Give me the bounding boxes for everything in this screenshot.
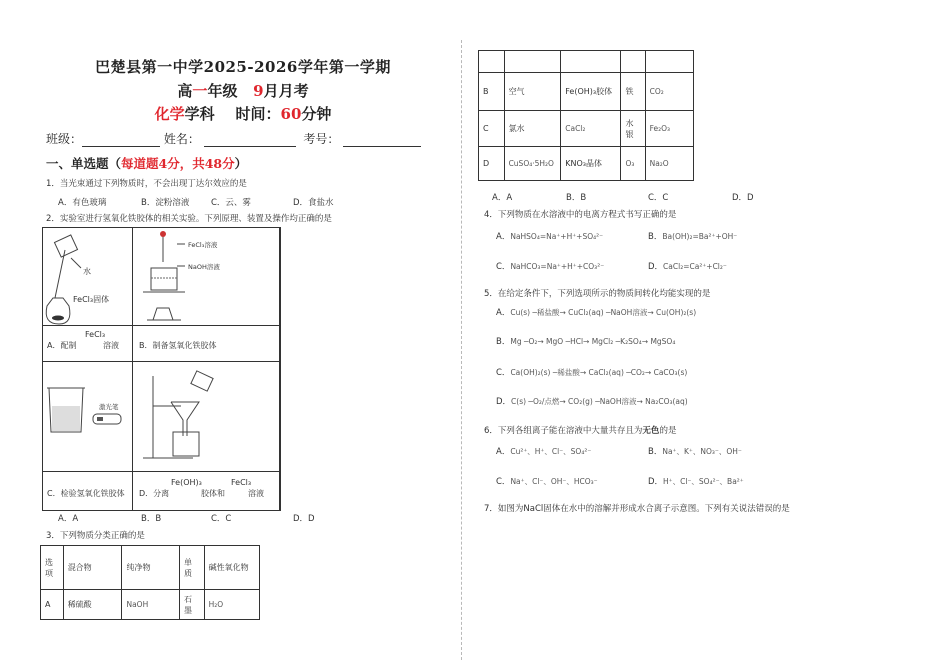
q2-caption-d: D．分离 <box>139 489 170 498</box>
class-label: 班级： <box>46 132 83 146</box>
q3-header-element: 单质 <box>180 546 205 590</box>
section-close: ） <box>234 156 248 171</box>
filtration-apparatus-icon <box>133 362 280 472</box>
name-label: 姓名： <box>163 132 200 146</box>
q1-option-c[interactable]: C．云、雾 <box>211 198 251 208</box>
q5-option-b[interactable] <box>496 335 675 347</box>
q2-image-a <box>43 228 133 326</box>
q2-image-d <box>133 362 280 472</box>
q3-row-b-element: 铁 <box>621 73 645 111</box>
q6-stem-bold: 无色 <box>642 426 660 436</box>
q3-table-part1 <box>40 545 260 620</box>
q2-caption-d-cell[interactable] <box>133 472 280 510</box>
time-label: 时间： <box>235 105 281 123</box>
q3-row-c-oxide: Fe₂O₃ <box>645 111 693 147</box>
q3-row-d-label: D <box>479 147 505 181</box>
grade-label: 年级 <box>207 82 238 100</box>
exam-subtitle <box>38 80 448 101</box>
q3-row-a-element: 石墨 <box>180 590 205 620</box>
q3-row-b-label: B <box>479 73 505 111</box>
q7-stem: 7．如图为NaCl固体在水中的溶解并形成水合离子示意图。下列有关说法错误的是 <box>484 504 790 514</box>
q2-image-c <box>43 362 133 472</box>
q3-option-a[interactable]: A．A <box>492 193 513 203</box>
q4-option-d[interactable] <box>648 260 727 272</box>
q1-stem: 1．当光束通过下列物质时，不会出现丁达尔效应的是 <box>46 179 247 189</box>
q6-stem-post: 的是 <box>659 426 677 436</box>
q6-option-c-ions: Na⁺、Cl⁻、OH⁻、HCO₃⁻ <box>510 477 598 486</box>
q2-caption-a-suffix: 溶液 <box>103 341 119 350</box>
month-suffix: 月月考 <box>263 82 309 100</box>
q6-option-a-letter: A． <box>496 447 511 457</box>
q3-header-option: 选项 <box>41 546 64 590</box>
q3-row-c-element: 水银 <box>621 111 645 147</box>
q5-option-d-letter: D． <box>496 397 512 407</box>
q3-row-d-mixture: CuSO₄·5H₂O <box>504 147 561 181</box>
q2-caption-b: B．制备氢氧化铁胶体 <box>139 341 217 350</box>
fecl3-solid-label: FeCl₃固体 <box>73 295 110 304</box>
q6-stem <box>484 424 676 436</box>
q3-header-row <box>41 546 260 590</box>
fecl3-solution-label: FeCl₃溶液 <box>188 241 218 249</box>
q2-caption-b-cell[interactable] <box>133 326 280 362</box>
grade-prefix: 高 <box>177 82 193 100</box>
subject-suffix: 学科 <box>184 105 215 123</box>
q2-option-a[interactable]: A．A <box>58 514 79 524</box>
q4-option-b-eq: Ba(OH)₂=Ba²⁺+OH⁻ <box>662 232 738 241</box>
q6-stem-pre: 6．下列各组离子能在溶液中大量共存且为 <box>484 426 643 436</box>
q3-row-a-oxide: H₂O <box>204 590 259 620</box>
q5-option-a[interactable] <box>496 306 696 318</box>
q3-row-b-mixture: 空气 <box>504 73 561 111</box>
q3-table-part2 <box>478 50 694 181</box>
student-info-row <box>46 130 421 147</box>
q6-option-a-ions: Cu²⁺、H⁺、Cl⁻、SO₄²⁻ <box>510 447 592 456</box>
q2-caption-a-cell[interactable] <box>43 326 133 362</box>
water-label: 水 <box>83 267 91 276</box>
q6-option-b-ions: Na⁺、K⁺、NO₃⁻、OH⁻ <box>662 447 742 456</box>
q3-row-d-oxide: Na₂O <box>645 147 693 181</box>
q6-option-d[interactable] <box>648 475 744 487</box>
section-scoring: 每道题4分，共48分 <box>121 156 235 171</box>
exam-no-label: 考号： <box>303 132 340 146</box>
q5-option-c-eq: Ca(OH)₂(s) ─稀盐酸→ CaCl₂(aq) ─CO₂→ CaCO₃(s) <box>510 368 688 377</box>
q4-option-c[interactable] <box>496 260 604 272</box>
q2-stem: 2．实验室进行氢氧化铁胶体的相关实验。下列原理、装置及操作均正确的是 <box>46 214 332 224</box>
q3-row-c-mixture: 氯水 <box>504 111 561 147</box>
q3-row-b-oxide: CO₂ <box>645 73 693 111</box>
q1-option-b[interactable]: B．淀粉溶液 <box>141 198 190 208</box>
q4-option-c-eq: NaHCO₃=Na⁺+H⁺+CO₃²⁻ <box>510 262 605 271</box>
subject-name: 化学 <box>154 105 185 123</box>
q3-row-d-element: O₃ <box>621 147 645 181</box>
q2-apparatus-grid <box>42 227 281 511</box>
q2-caption-d-chem: Fe(OH)₃ <box>171 478 202 487</box>
q5-option-d-eq: C(s) ─O₂/点燃→ CO₂(g) ─NaOH溶液→ Na₂CO₃(aq) <box>511 397 688 406</box>
q6-option-d-ions: H⁺、Cl⁻、SO₄²⁻、Ba²⁺ <box>663 477 744 486</box>
q5-option-d[interactable] <box>496 395 688 407</box>
q2-option-b[interactable]: B．B <box>141 514 162 524</box>
q3-row-c <box>479 111 694 147</box>
q6-option-b[interactable] <box>648 445 742 457</box>
time-unit: 分钟 <box>301 105 332 123</box>
q3-header-basic-oxide: 碱性氧化物 <box>204 546 259 590</box>
class-field[interactable] <box>82 134 160 147</box>
q3-header-mixture: 混合物 <box>63 546 122 590</box>
q5-option-c[interactable] <box>496 366 687 378</box>
laser-label: 激光笔 <box>99 403 119 411</box>
q6-option-b-letter: B． <box>648 447 663 457</box>
time-value: 60 <box>280 105 302 123</box>
q4-option-b[interactable] <box>648 230 737 242</box>
dissolve-apparatus-icon <box>43 228 133 326</box>
q2-caption-d-suffix: 溶液 <box>248 489 264 498</box>
q2-caption-d-chem2: FeCl₃ <box>231 478 252 487</box>
q4-option-d-letter: D． <box>648 262 664 272</box>
q6-option-c-letter: C． <box>496 477 511 487</box>
q2-caption-c-cell[interactable] <box>43 472 133 510</box>
q6-option-d-letter: D． <box>648 477 664 487</box>
q4-stem: 4．下列物质在水溶液中的电离方程式书写正确的是 <box>484 210 677 220</box>
q3-row-b-pure: Fe(OH)₃胶体 <box>561 73 621 111</box>
q3-option-b[interactable]: B．B <box>566 193 587 203</box>
q5-option-b-eq: Mg ─O₂→ MgO ─HCl→ MgCl₂ ─K₂SO₄→ MgSO₄ <box>510 337 676 346</box>
q5-option-c-letter: C． <box>496 368 511 378</box>
grade-number: 一 <box>192 82 208 100</box>
laser-beaker-icon <box>43 362 133 472</box>
q4-option-b-letter: B． <box>648 232 663 242</box>
q4-option-d-eq: CaCl₂=Ca²⁺+Cl₂⁻ <box>663 262 727 271</box>
q3-stem: 3．下列物质分类正确的是 <box>46 531 145 541</box>
q3-row-d <box>479 147 694 181</box>
q3-row-c-label: C <box>479 111 505 147</box>
q3-row-c-pure: CaCl₂ <box>561 111 621 147</box>
q6-option-c[interactable] <box>496 475 598 487</box>
q5-stem: 5．在给定条件下，下列选项所示的物质间转化均能实现的是 <box>484 289 711 299</box>
q5-option-a-eq: Cu(s) ─稀盐酸→ CuCl₂(aq) ─NaOH溶液→ Cu(OH)₂(s) <box>510 308 697 317</box>
q1-option-a[interactable]: A．有色玻璃 <box>58 198 107 208</box>
q5-option-b-letter: B． <box>496 337 511 347</box>
q4-option-a-eq: NaHSO₄=Na⁺+H⁺+SO₄²⁻ <box>510 232 604 241</box>
section-heading <box>46 154 247 172</box>
q2-option-c[interactable]: C．C <box>211 514 232 524</box>
q3-header-pure: 纯净物 <box>122 546 180 590</box>
q2-image-b <box>133 228 280 326</box>
month-number: 9 <box>253 82 264 100</box>
naoh-solution-label: NaOH溶液 <box>188 263 220 271</box>
q2-caption-c: C．检验氢氧化铁胶体 <box>47 489 125 498</box>
exam-no-field[interactable] <box>343 134 421 147</box>
q2-caption-d-mid: 胶体和 <box>201 489 225 498</box>
q3-option-d[interactable]: D．D <box>732 193 754 203</box>
q2-caption-a-chem: FeCl₃ <box>85 330 106 339</box>
q5-option-a-letter: A． <box>496 308 511 318</box>
q3-row-a <box>41 590 260 620</box>
q2-caption-a: A．配制 <box>47 341 77 350</box>
q4-option-a[interactable] <box>496 230 603 242</box>
q3-row-a-mixture: 稀硫酸 <box>63 590 122 620</box>
q1-option-d[interactable]: D．食盐水 <box>293 198 334 208</box>
q2-option-d[interactable]: D．D <box>293 514 315 524</box>
exam-title: 巴楚县第一中学2025-2026学年第一学期 <box>95 58 391 76</box>
q3-continued-row <box>479 51 694 73</box>
q3-row-d-pure: KNO₃晶体 <box>561 147 621 181</box>
q6-option-a[interactable] <box>496 445 591 457</box>
q4-option-a-letter: A． <box>496 232 511 242</box>
column-divider <box>461 40 462 660</box>
q3-row-b <box>479 73 694 111</box>
section-title: 一、单选题（ <box>46 156 122 171</box>
subject-line <box>38 103 448 124</box>
q3-option-c[interactable]: C．C <box>648 193 669 203</box>
q4-option-c-letter: C． <box>496 262 511 272</box>
q3-row-a-label: A <box>41 590 64 620</box>
name-field[interactable] <box>204 134 296 147</box>
q3-row-a-pure: NaOH <box>122 590 180 620</box>
